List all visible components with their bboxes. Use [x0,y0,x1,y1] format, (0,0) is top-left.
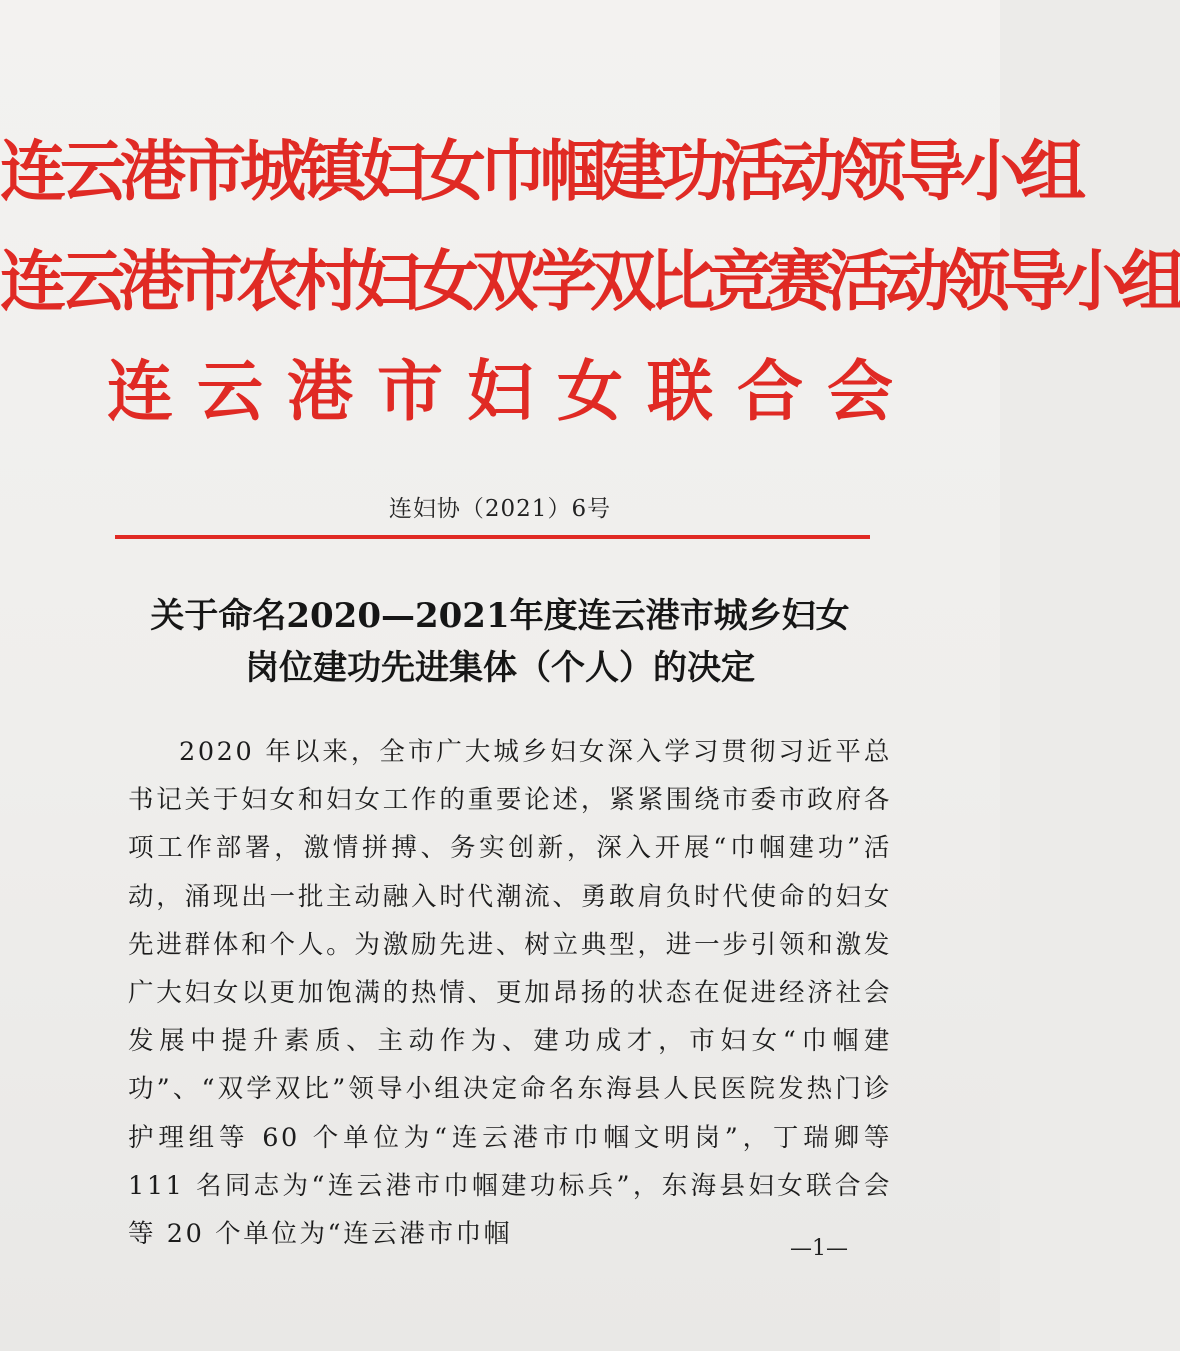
document-body [128,728,892,1258]
document-title-line-1: 关于命名2020—2021年度连云港市城乡妇女 [150,596,850,636]
issuer-line-1: 连云港市城镇妇女巾帼建功活动领导小组 [0,133,1080,210]
issuer-line-2: 连云港市农村妇女双学双比竞赛活动领导小组 [0,243,1180,320]
document-number: 连妇协（2021）6号 [388,496,612,522]
document-title-line-2: 岗位建功先进集体（个人）的决定 [245,648,755,688]
red-divider-line [115,535,870,539]
body-paragraph: 2020 年以来，全市广大城乡妇女深入学习贯彻习近平总书记关于妇女和妇女工作的重要论述，紧紧围绕市委市政府各项工作部署，激情拼搏、务实创新，深入开展“巾帼建功”活动，涌现出一批主动融入时代潮流、勇敢肩负时代使命的妇女先进群体和个人。为激励先进、树立典型，进一步引领和激发广大妇女以更加饱满的热情、更加昂扬的状态在促进经济社会发展中提升素质、主动作为、建功成才，市妇女“巾帼建功”、“双学双比”领导小组决定命名东海县人民医院发热门诊护理组等 60 个单位为“连云港市巾帼文明岗”，丁瑞卿等 111 名同志为“连云港市巾帼建功标兵”，东海县妇女联合会等 20 个单位为“连云港市巾帼 [128,737,892,1250]
page-number: —1— [790,1236,848,1261]
issuer-line-3: 连云港市妇女联合会 [107,353,917,430]
